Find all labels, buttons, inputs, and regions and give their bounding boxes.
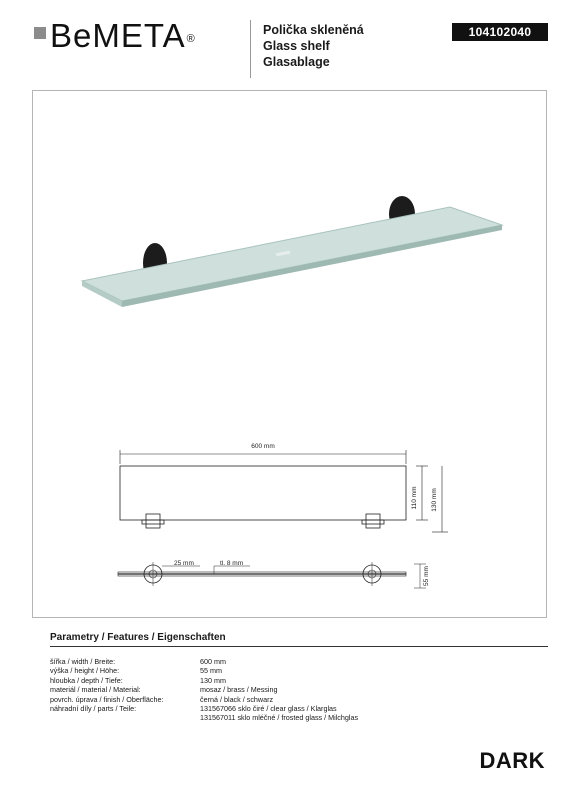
- product-titles: [263, 22, 364, 70]
- feature-value: 55 mm: [200, 666, 222, 676]
- feature-value: mosaz / brass / Messing: [200, 685, 278, 695]
- feature-value: černá / black / schwarz: [200, 694, 274, 704]
- trademark-symbol: ®: [186, 33, 196, 45]
- title-en: Glass shelf: [263, 39, 330, 53]
- features-title: Parametry / Features / Eigenschaften: [50, 632, 226, 643]
- title-cz: Polička skleněná: [263, 23, 364, 37]
- feature-label: materiál / material / Material:: [50, 685, 141, 695]
- feature-label: hloubka / depth / Tiefe:: [50, 675, 123, 685]
- width-dimension-label: 600 mm: [251, 443, 275, 450]
- product-code: 104102040: [452, 23, 548, 41]
- brand-name: BeMETA: [50, 17, 186, 54]
- feature-value: 130 mm: [200, 675, 226, 685]
- feature-label: náhradní díly / parts / Teile:: [50, 703, 137, 713]
- offset-label: 25 mm: [174, 560, 194, 567]
- title-de: Glasablage: [263, 55, 330, 69]
- feature-value: 600 mm: [200, 657, 226, 666]
- header-divider: [250, 20, 251, 78]
- top-view-drawing: [110, 552, 450, 602]
- depth-label: 55 mm: [423, 566, 430, 586]
- inner-height-label: 110 mm: [411, 486, 418, 510]
- finish-label: DARK: [479, 748, 545, 773]
- features-divider: [50, 646, 548, 647]
- front-view-drawing: [110, 438, 450, 548]
- logo-square: [34, 27, 46, 39]
- feature-label: povrch. úprava / finish / Oberfläche:: [50, 694, 164, 704]
- feature-value: 131567011 sklo mléčné / frosted glass / Milchglas: [200, 713, 359, 723]
- product-image: [60, 185, 510, 325]
- brand-logo: [50, 18, 196, 54]
- feature-label: šířka / width / Breite:: [50, 657, 116, 666]
- thickness-label: tl. 8 mm: [220, 560, 244, 567]
- outer-height-label: 130 mm: [431, 488, 438, 512]
- feature-value: 131567066 sklo čiré / clear glass / Klarglas: [200, 703, 337, 713]
- feature-label: výška / height / Höhe:: [50, 666, 120, 676]
